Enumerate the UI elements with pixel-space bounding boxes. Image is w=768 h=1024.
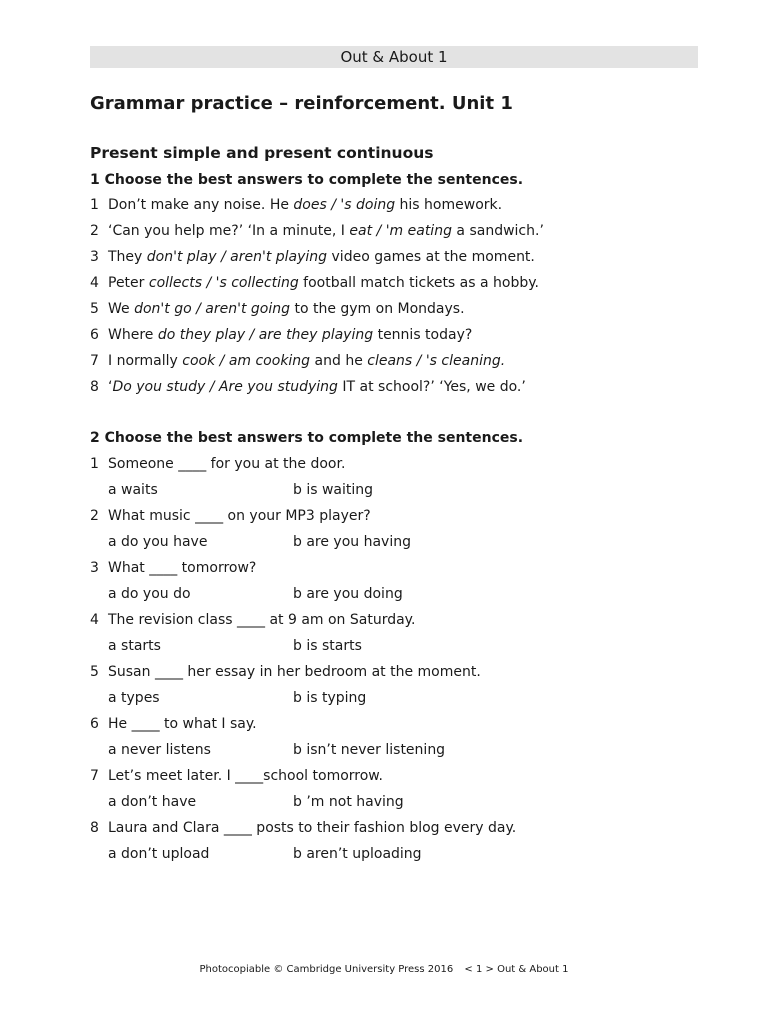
option-b: b are you having — [293, 534, 411, 550]
exercise-1-item — [90, 299, 710, 325]
exercise-2-title: 2 Choose the best answers to complete the sentences. — [90, 430, 524, 446]
exercise-1-item — [90, 247, 710, 273]
sentence-text: his homework. — [395, 197, 503, 213]
exercise-2-options — [90, 792, 710, 818]
exercise-2-question — [90, 610, 710, 636]
sentence-text: ‘Can you help me?’ ‘In a minute, I — [108, 223, 350, 239]
answer-choices: Do you study / Are you studying — [112, 379, 338, 395]
item-number: 4 — [90, 612, 99, 628]
sentence-text: tennis today? — [373, 327, 473, 343]
exercise-1-item — [90, 351, 710, 377]
question-text: The revision class ____ at 9 am on Saturday. — [108, 612, 416, 628]
exercise-2-question — [90, 818, 710, 844]
option-b: b is waiting — [293, 482, 374, 498]
exercise-2-list — [90, 454, 710, 870]
exercise-2-options — [90, 584, 710, 610]
item-number: 7 — [90, 768, 99, 784]
exercise-2-options — [90, 636, 710, 662]
exercise-1-item — [90, 325, 710, 351]
answer-choices: don't go / aren't going — [134, 301, 290, 317]
answer-choices: does / 's doing — [293, 197, 396, 213]
sentence-text: and he — [310, 353, 368, 369]
exercise-2-options — [90, 688, 710, 714]
item-number: 6 — [90, 327, 99, 343]
sentence-text: Peter — [108, 275, 149, 291]
sentence-text: video games at the moment. — [327, 249, 535, 265]
sentence-text: I normally — [108, 353, 183, 369]
item-number: 1 — [90, 456, 99, 472]
question-text: What ____ tomorrow? — [108, 560, 257, 576]
question-text: Someone ____ for you at the door. — [108, 456, 346, 472]
question-text: He ____ to what I say. — [108, 716, 257, 732]
exercise-2-options — [90, 532, 710, 558]
sentence-text: We — [108, 301, 135, 317]
answer-choices: don't play / aren't playing — [146, 249, 328, 265]
option-b: b is typing — [293, 690, 367, 706]
header-bar — [90, 46, 698, 68]
item-number: 7 — [90, 353, 99, 369]
answer-choices: do they play / are they playing — [157, 327, 374, 343]
exercise-2-question — [90, 662, 710, 688]
option-a: a do you have — [108, 534, 208, 550]
page-footer — [0, 963, 768, 977]
page-title: Grammar practice – reinforcement. Unit 1 — [90, 93, 513, 114]
option-a: a never listens — [108, 742, 211, 758]
answer-choices: eat / 'm eating — [349, 223, 452, 239]
exercise-2-options — [90, 480, 710, 506]
exercise-1-list — [90, 195, 710, 403]
sentence-text: to the gym on Mondays. — [290, 301, 465, 317]
footer-page-label: < 1 > Out & About 1 — [464, 964, 569, 975]
answer-choices: cook / am cooking — [182, 353, 311, 369]
exercise-1-item — [90, 377, 710, 403]
option-b: b are you doing — [293, 586, 403, 602]
item-number: 3 — [90, 560, 99, 576]
answer-choices: collects / 's collecting — [148, 275, 299, 291]
sentence-text: Don’t make any noise. He — [108, 197, 294, 213]
sentence-text: a sandwich.’ — [451, 223, 544, 239]
item-number: 1 — [90, 197, 99, 213]
sentence-text: They — [108, 249, 147, 265]
question-text: What music ____ on your MP3 player? — [108, 508, 371, 524]
item-number: 6 — [90, 716, 99, 732]
question-text: Susan ____ her essay in her bedroom at the moment. — [108, 664, 481, 680]
option-b: b ’m not having — [293, 794, 404, 810]
footer-copyright: Photocopiable © Cambridge University Press 2016 — [199, 964, 454, 975]
exercise-1-title: 1 Choose the best answers to complete the sentences. — [90, 172, 524, 188]
item-number: 8 — [90, 820, 99, 836]
item-number: 3 — [90, 249, 99, 265]
question-text: Let’s meet later. I ____school tomorrow. — [108, 768, 383, 784]
exercise-2-question — [90, 454, 710, 480]
item-number: 2 — [90, 508, 99, 524]
exercise-1-item — [90, 195, 710, 221]
exercise-2-question — [90, 506, 710, 532]
exercise-1-item — [90, 221, 710, 247]
header-title: Out & About 1 — [340, 48, 448, 66]
sentence-text: football match tickets as a hobby. — [298, 275, 539, 291]
question-text: Laura and Clara ____ posts to their fashion blog every day. — [108, 820, 517, 836]
option-a: a waits — [108, 482, 158, 498]
item-number: 5 — [90, 301, 99, 317]
sentence-text: Where — [108, 327, 158, 343]
option-b: b aren’t uploading — [293, 846, 422, 862]
exercise-2-question — [90, 714, 710, 740]
sentence-text: ‘ — [108, 379, 113, 395]
option-a: a don’t upload — [108, 846, 210, 862]
exercise-2-question — [90, 766, 710, 792]
option-b: b isn’t never listening — [293, 742, 446, 758]
exercise-1-item — [90, 273, 710, 299]
item-number: 5 — [90, 664, 99, 680]
exercise-2-options — [90, 740, 710, 766]
sentence-text: IT at school?’ ‘Yes, we do.’ — [337, 379, 526, 395]
exercise-2-question — [90, 558, 710, 584]
answer-choices: cleans / 's cleaning. — [367, 353, 506, 369]
section-heading: Present simple and present continuous — [90, 144, 434, 162]
exercise-2-options — [90, 844, 710, 870]
option-b: b is starts — [293, 638, 362, 654]
option-a: a do you do — [108, 586, 191, 602]
item-number: 4 — [90, 275, 99, 291]
option-a: a starts — [108, 638, 161, 654]
option-a: a don’t have — [108, 794, 197, 810]
item-number: 2 — [90, 223, 99, 239]
option-a: a types — [108, 690, 160, 706]
item-number: 8 — [90, 379, 99, 395]
